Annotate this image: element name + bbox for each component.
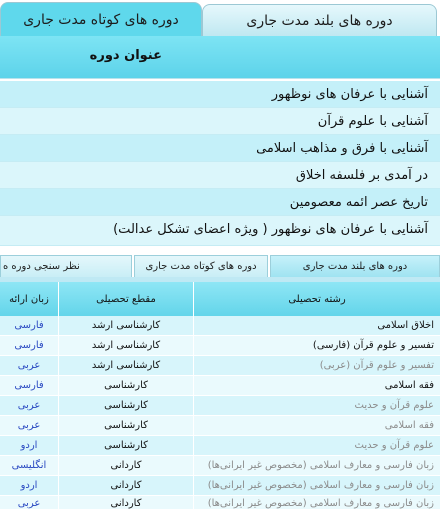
course-row[interactable] xyxy=(0,81,440,108)
column-header-field: رشته تحصیلی xyxy=(193,282,440,316)
level-cell: کارشناسی ارشد xyxy=(58,316,193,335)
long-term-programs-panel xyxy=(0,255,440,510)
course-title[interactable]: آشنایی با عرفان های نوظهور ( ویژه اعضای تشکل عدالت) xyxy=(113,222,428,237)
course-row[interactable] xyxy=(0,189,440,216)
course-title[interactable]: آشنایی با علوم قرآن xyxy=(317,114,428,129)
level-cell: کاردانی xyxy=(58,456,193,475)
course-title-header xyxy=(0,36,440,79)
field-cell[interactable]: زبان فارسی و معارف اسلامی (مخصوص غیر ایرانی‌ها) xyxy=(193,456,440,475)
course-title[interactable]: آشنایی با عرفان های نوظهور xyxy=(271,87,428,102)
table-row xyxy=(0,316,440,336)
table-row xyxy=(0,396,440,416)
table-row xyxy=(0,416,440,436)
table-row xyxy=(0,376,440,396)
tab-course-survey[interactable]: نظر سنجی دوره ه xyxy=(0,255,132,277)
field-cell[interactable]: زبان فارسی و معارف اسلامی (مخصوص غیر ایرانی‌ها) xyxy=(193,496,440,510)
field-cell[interactable]: اخلاق اسلامی xyxy=(193,316,440,335)
course-row[interactable] xyxy=(0,135,440,162)
field-cell[interactable]: فقه اسلامی xyxy=(193,376,440,395)
field-cell[interactable]: علوم قرآن و حدیث xyxy=(193,436,440,455)
column-header-level: مقطع تحصیلی xyxy=(58,282,193,316)
panel2-tab-bar xyxy=(0,255,440,277)
course-row[interactable] xyxy=(0,216,440,246)
language-cell[interactable]: اردو xyxy=(20,440,38,451)
tab-long-term-courses[interactable]: دوره های بلند مدت جاری xyxy=(270,255,440,277)
language-cell[interactable]: فارسی xyxy=(14,340,44,351)
level-cell: کارشناسی xyxy=(58,376,193,395)
language-cell[interactable]: اردو xyxy=(20,480,38,491)
language-cell[interactable]: عربی xyxy=(17,497,41,509)
field-cell[interactable]: فقه اسلامی xyxy=(193,416,440,435)
language-cell[interactable]: عربی xyxy=(17,420,41,431)
level-cell: کارشناسی ارشد xyxy=(58,356,193,375)
level-cell: کارشناسی xyxy=(58,416,193,435)
course-title[interactable]: در آمدی بر فلسفه اخلاق xyxy=(295,168,428,183)
language-cell[interactable]: فارسی xyxy=(14,380,44,391)
language-cell[interactable]: عربی xyxy=(17,360,41,371)
level-cell: کارشناسی ارشد xyxy=(58,336,193,355)
level-cell: کارشناسی xyxy=(58,396,193,415)
field-cell[interactable]: تفسیر و علوم قرآن (عربی) xyxy=(193,356,440,375)
course-row[interactable] xyxy=(0,162,440,189)
table-row xyxy=(0,356,440,376)
programs-table-header xyxy=(0,282,440,316)
column-header-language: زبان ارائه xyxy=(9,293,49,305)
language-cell[interactable]: انگلیسی xyxy=(11,460,47,471)
table-row xyxy=(0,496,440,510)
course-title-heading: عنوان دوره xyxy=(89,48,162,63)
tab-long-term-courses[interactable]: دوره های بلند مدت جاری xyxy=(202,4,437,36)
level-cell: کارشناسی xyxy=(58,436,193,455)
field-cell[interactable]: تفسیر و علوم قرآن (فارسی) xyxy=(193,336,440,355)
panel1-tab-bar xyxy=(0,0,440,36)
level-cell: کاردانی xyxy=(58,476,193,495)
course-title[interactable]: تاریخ عصر ائمه معصومین xyxy=(289,195,428,210)
table-row xyxy=(0,476,440,496)
course-row[interactable] xyxy=(0,108,440,135)
table-row xyxy=(0,436,440,456)
field-cell[interactable]: زبان فارسی و معارف اسلامی (مخصوص غیر ایرانی‌ها) xyxy=(193,476,440,495)
tab-short-term-courses[interactable]: دوره های کوتاه مدت جاری xyxy=(0,2,202,36)
level-cell: کاردانی xyxy=(58,496,193,510)
table-row xyxy=(0,456,440,476)
course-title[interactable]: آشنایی با فرق و مذاهب اسلامی xyxy=(256,141,428,156)
table-row xyxy=(0,336,440,356)
tab-short-term-courses[interactable]: دوره های کوتاه مدت جاری xyxy=(134,255,268,277)
language-cell[interactable]: فارسی xyxy=(14,320,44,331)
field-cell[interactable]: علوم قرآن و حدیث xyxy=(193,396,440,415)
language-cell[interactable]: عربی xyxy=(17,400,41,411)
